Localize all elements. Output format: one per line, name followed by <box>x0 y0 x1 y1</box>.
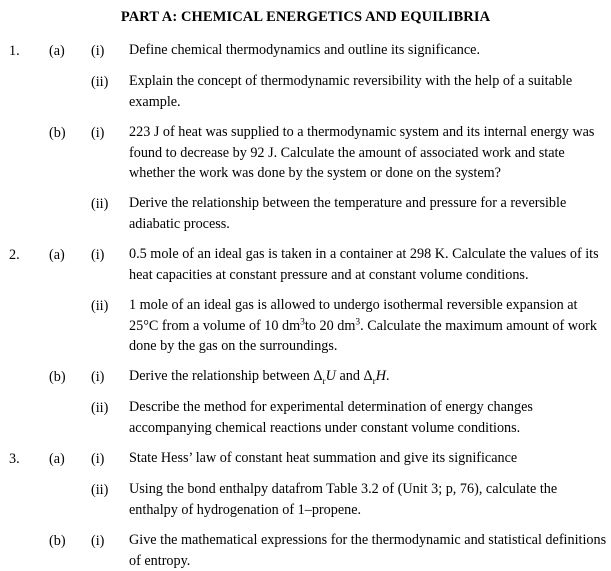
text-2b-i-part1: Derive the relationship between Δ <box>129 368 323 384</box>
question-number-3: 3. <box>9 451 20 467</box>
text-2a-ii-part3: . Calculate the maximum amount of work done by the gas on the surroundings. <box>129 317 597 354</box>
page-title: PART A: CHEMICAL ENERGETICS AND EQUILIBRIA <box>120 9 491 25</box>
item-label-1b-ii: (ii) <box>91 196 109 212</box>
item-label-1a-ii: (ii) <box>91 74 109 90</box>
part-label-3a: (a) <box>49 451 65 467</box>
item-label-2a-ii: (ii) <box>91 298 109 314</box>
part-label-1b: (b) <box>49 125 66 141</box>
question-text-3a-i: State Hess’ law of constant heat summation and give its significance <box>129 450 518 466</box>
subscript-r-1: r <box>322 376 326 387</box>
question-text-1a-i: Define chemical thermodynamics and outline its significance. <box>129 42 481 58</box>
item-label-2b-ii: (ii) <box>91 400 109 416</box>
question-text-1a-ii: Explain the concept of thermodynamic reversibility with the help of a suitable example. <box>129 73 573 110</box>
question-text-1b-i: 223 J of heat was supplied to a thermodynamic system and its internal energy was found to decrease by 92 J. Calculate the amount of associated work and state whether the work was done by the system or done on the system? <box>129 124 595 181</box>
question-number-2: 2. <box>9 247 20 263</box>
superscript-cubed-1: 3 <box>300 316 305 327</box>
question-text-2a-i: 0.5 mole of an ideal gas is taken in a container at 298 K. Calculate the values of its heat capacities at constant pressure and at constant volume conditions. <box>129 246 599 283</box>
text-2a-ii-part1: 1 mole of an ideal gas is allowed to undergo isothermal reversible expansion at 25°C from a volume of 10 dm <box>129 297 578 334</box>
item-label-2a-i: (i) <box>91 247 105 263</box>
part-label-1a: (a) <box>49 43 65 59</box>
item-label-1b-i: (i) <box>91 125 105 141</box>
item-label-1a-i: (i) <box>91 43 105 59</box>
subscript-r-2: r <box>372 376 376 387</box>
variable-u: U <box>325 368 336 384</box>
question-text-2b-i <box>129 366 607 387</box>
text-2a-ii-part2: to 20 dm <box>304 317 356 334</box>
question-text-2b-ii: Describe the method for experimental determination of energy changes accompanying chemical reactions under constant volume conditions. <box>129 399 533 436</box>
item-label-3a-ii: (ii) <box>91 482 109 498</box>
item-label-3b-i: (i) <box>91 533 105 549</box>
item-label-2b-i: (i) <box>91 369 105 385</box>
part-label-3b: (b) <box>49 533 66 549</box>
item-label-3a-i: (i) <box>91 451 105 467</box>
text-2b-i-part3: . <box>386 368 390 384</box>
text-2b-i-part2: and Δ <box>335 368 373 384</box>
question-number-1: 1. <box>9 43 20 59</box>
part-label-2a: (a) <box>49 247 65 263</box>
part-label-2b: (b) <box>49 369 66 385</box>
question-text-2a-ii <box>129 295 607 357</box>
variable-h: H <box>375 368 387 384</box>
question-text-3a-ii: Using the bond enthalpy datafrom Table 3.2 of (Unit 3; p, 76), calculate the enthalpy of hydrogenation of 1–propene. <box>129 481 558 518</box>
superscript-cubed-2: 3 <box>355 316 361 327</box>
question-text-1b-ii: Derive the relationship between the temperature and pressure for a reversible adiabatic process. <box>129 195 567 232</box>
question-text-3b-i: Give the mathematical expressions for the thermodynamic and statistical definitions of entropy. <box>129 532 607 569</box>
